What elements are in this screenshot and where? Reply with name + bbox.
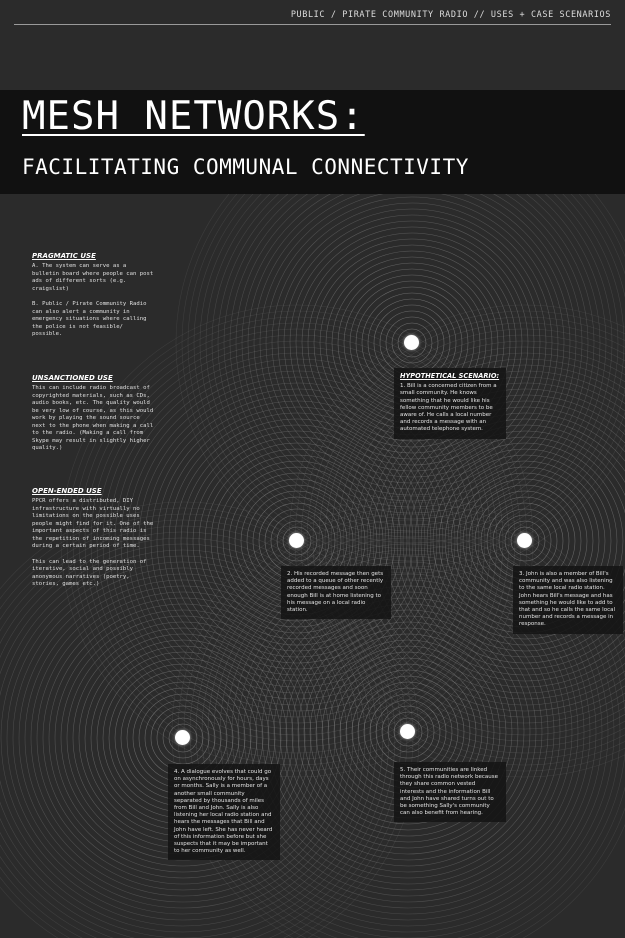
header-nav-text: PUBLIC / PIRATE COMMUNITY RADIO // USES + CASE SCENARIOS [290,10,611,20]
sidebar-unsanctioned [32,374,154,461]
openended-p1: PPCR offers a distributed, DIY infrastructure with virtually no limitations on the possible uses people might find for it. One of the important aspects of this radio is the repetition of incoming messages during a certain period of time. [32,498,154,549]
node-john [517,533,532,548]
node-communities [400,724,415,739]
ring-field-5 [172,496,625,938]
scenario-heading: HYPOTHETICAL SCENARIO: [400,372,500,380]
pragmatic-b: B. Public / Pirate Community Radio can also alert a community in emergency situations where calling the police is not feasible/ possible. [32,301,147,337]
scenario-step-2: 2. His recorded message then gets added to a queue of other recently recorded messages and soon enough Bill is at home listening to his message on a local radio station. [287,571,384,614]
scenario-box-5 [394,762,506,822]
scenario-step-3: 3. John is also a member of Bill's community and was also listening to the same local radio station. John hears Bill's message and has something he would like to add to that and so he calls the same local number and records a message in response. [519,571,615,628]
node-radio [289,533,304,548]
openended-heading: OPEN-ENDED USE [32,487,102,495]
pragmatic-a: A. The system can serve as a bulletin board where people can post ads of different sorts (e.g. craigslist) [32,263,154,292]
sidebar-openended [32,487,154,597]
scenario-box-4 [168,764,280,860]
unsanctioned-body: This can include radio broadcast of copyrighted materials, such as CDs, audio books, etc. The quality would be very low of course, as this would work by playing the sound source next to the phone when making a call to the radio. (Making a call from Skype may result in slightly higher quality.) [32,385,154,451]
scenario-box-2 [281,566,391,619]
node-sally [175,730,190,745]
scenario-box-1 [394,368,506,439]
scenario-step-4: 4. A dialogue evolves that could go on asynchronously for hours, days or months. Sally is a member of a another small community separated by thousands of miles from Bill and John. Sally is also listening her local radio station and hears the messages that Bill and John have left. She has never heard of this information before but she suspects that it may be important to her community as well. [174,769,273,855]
scenario-step-5: 5. Their communities are linked through this radio network because they share common vested interests and the information Bill and John have shared turns out to be something Sally's community can also benefit from hearing. [400,767,498,817]
node-bill [404,335,419,350]
pragmatic-heading: PRAGMATIC USE [32,252,96,260]
header-rule [14,24,611,25]
unsanctioned-heading: UNSANCTIONED USE [32,374,113,382]
page-title: MESH NETWORKS: [22,94,365,139]
scenario-step-1: 1. Bill is a concerned citizen from a small community. He knows something that he would like his fellow community members to be aware of. He calls a local number and records a message with an automated telephone system. [400,383,497,433]
sidebar-pragmatic [32,252,154,347]
page-subtitle: FACILITATING COMMUNAL CONNECTIVITY [22,155,469,179]
openended-p2: This can lead to the generation of iterative, social and possibly anonymous narratives (poetry, stories, games etc.) [32,558,147,587]
scenario-box-3 [513,566,623,634]
